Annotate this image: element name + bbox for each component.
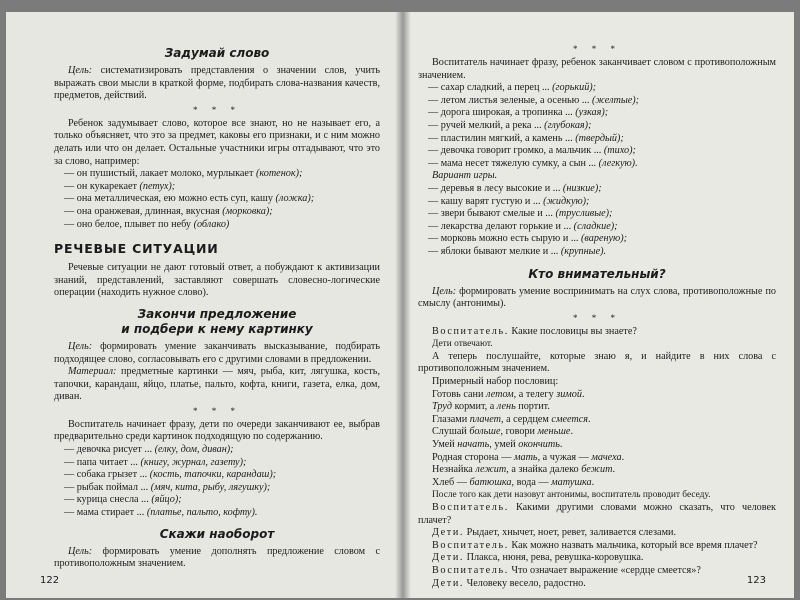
proverb: Глазами плачет, а сердцем смеется. bbox=[432, 413, 591, 425]
dialog-line: Воспитатель. Какие пословицы вы знаете? bbox=[432, 325, 637, 337]
paragraph-rules-1: Ребенок задумывает слово, которое все знают, но не называет его, а только объясняет, что это за предмет, каковы его признаки, и с ним можно делать или что он делает. Остальные участники игры отгадывают, что это за слово, например: bbox=[54, 117, 380, 167]
list-item: — мама несет тяжелую сумку, а сын ... (легкую). bbox=[428, 157, 638, 169]
list-item: — курица снесла ... (яйцо); bbox=[64, 494, 182, 506]
dialog-line: Дети. Рыдает, хнычет, ноет, ревет, заливается слезами. bbox=[432, 527, 677, 539]
dialog-note: Дети отвечают. bbox=[432, 339, 493, 350]
list-item: — мама стирает ... (платье, пальто, кофту). bbox=[64, 507, 258, 519]
heading-who-attentive: Кто внимательный? bbox=[528, 266, 666, 281]
stars-divider: * * * bbox=[193, 405, 241, 416]
list-item: — сахар сладкий, а перец ... (горький); bbox=[428, 82, 597, 94]
list-item: — кашу варят густую и ... (жидкую); bbox=[428, 195, 590, 207]
paragraph-goal-2: Цель: формировать умение заканчивать высказывание, подбирать подходящее слово, согласовывать его с другими словами в предложении. bbox=[54, 340, 380, 365]
stars-divider: * * * bbox=[193, 104, 241, 115]
list-item: — лекарства делают горькие и ... (сладкие); bbox=[428, 220, 618, 232]
proverb: Родная сторона — мать, а чужая — мачеха. bbox=[432, 451, 625, 463]
list-item: — яблоки бывают мелкие и ... (крупные). bbox=[428, 245, 607, 257]
list-item: — ручей мелкий, а река ... (глубокая); bbox=[428, 119, 592, 131]
paragraph-instruction: Воспитатель начинает фразу, дети по очереди заканчивают ее, выбрав предварительно среди картинок подходящую по содержанию. bbox=[54, 418, 380, 443]
list-item: — девочка рисует ... (елку, дом, диван); bbox=[64, 444, 234, 456]
list-item: — оно белое, плывет по небу (облако) bbox=[64, 218, 230, 230]
paragraph-goal-1: Цель: систематизировать представления о значении слов, учить выражать свои мысли в краткой форме, подбирать слова-названия качеств, предметов, действий. bbox=[54, 65, 380, 102]
game-variant-label: Вариант игры. bbox=[432, 170, 498, 182]
list-item: — рыбак поймал ... (мяч, кита, рыбу, лягушку); bbox=[64, 481, 271, 493]
dialog-line: Дети. Плакса, нюня, рева, ревушка-коровушка. bbox=[432, 552, 644, 564]
proverb: Труд кормит, а лень портит. bbox=[432, 401, 550, 413]
dialog-line: Воспитатель. Какими другими словами можно сказать, что человек плачет? bbox=[418, 502, 776, 526]
left-page bbox=[6, 12, 402, 598]
proverbs-intro: Примерный набор пословиц: bbox=[432, 376, 559, 388]
proverbs-list bbox=[418, 389, 776, 490]
list-item: — девочка говорит громко, а мальчик ... (тихо); bbox=[428, 145, 636, 157]
list-item: — он пушистый, лакает молоко, мурлыкает (котенок); bbox=[64, 168, 303, 180]
dialog-line: Воспитатель. Что означает выражение «сердце смеется»? bbox=[432, 564, 701, 576]
opposites-list-2 bbox=[418, 183, 776, 259]
paragraph-goal: Цель: формировать умение воспринимать на слух слова, противоположные по смыслу (антонимы). bbox=[418, 285, 776, 310]
opposites-list-1 bbox=[418, 82, 776, 170]
proverb: Слушай больше, говори меньше. bbox=[432, 426, 573, 438]
list-item: — морковь можно есть сырую и ... (вареную); bbox=[428, 233, 628, 245]
paragraph-listen: А теперь послушайте, которые знаю я, и найдите в них слова с противоположным значением. bbox=[418, 350, 776, 375]
list-item: — собака грызет ... (кость, тапочки, карандаш); bbox=[64, 469, 277, 481]
paragraph-goal-3: Цель: формировать умение дополнять предложение словом с противоположным значением. bbox=[54, 545, 381, 570]
right-page bbox=[402, 12, 794, 598]
page-number: 123 bbox=[746, 575, 766, 586]
proverb: Умей начать, умей окончить. bbox=[432, 439, 563, 451]
stars-divider: * * * bbox=[573, 44, 621, 54]
list-item: — дорога широкая, а тропинка ... (узкая); bbox=[428, 107, 609, 119]
example-list-1 bbox=[54, 168, 380, 231]
paragraph-speech-situations: Речевые ситуации не дают готовый ответ, а побуждают к активизации знаний, представлений, заставляют совершать словесно-логические операции (находить нужное слово). bbox=[54, 262, 380, 299]
stars-divider: * * * bbox=[573, 312, 621, 323]
heading-zadumai-slovo: Задумай слово bbox=[164, 46, 270, 60]
heading-say-opposite: Скажи наоборот bbox=[159, 526, 275, 541]
dialog-line: Воспитатель. Как можно назвать мальчика, который все время плачет? bbox=[432, 539, 758, 551]
list-item: — папа читает ... (книгу, журнал, газету); bbox=[64, 456, 247, 468]
heading-finish-sentence: Закончи предложение bbox=[137, 306, 297, 321]
list-item: — она оранжевая, длинная, вкусная (морковка); bbox=[64, 205, 273, 217]
list-item: — он кукарекает (петух); bbox=[64, 180, 176, 192]
list-item: — деревья в лесу высокие и ... (низкие); bbox=[428, 182, 602, 194]
book-gutter bbox=[395, 12, 411, 598]
list-item: — звери бывают смелые и ... (трусливые); bbox=[428, 208, 613, 220]
page-number: 122 bbox=[40, 575, 60, 586]
paragraph-instruction: Воспитатель начинает фразу, ребенок заканчивает словом с противоположным значением. bbox=[418, 57, 776, 81]
example-list-2 bbox=[54, 444, 380, 520]
proverb: Незнайка лежит, а знайка далеко бежит. bbox=[432, 464, 616, 476]
list-item: — она металлическая, ею можно есть суп, кашу (ложка); bbox=[64, 193, 315, 205]
list-item: — пластилин мягкий, а камень ... (твердый); bbox=[428, 132, 624, 144]
paragraph-conversation: После того как дети назовут антонимы, воспитатель проводит беседу. bbox=[432, 490, 711, 501]
paragraph-material: Материал: предметные картинки — мяч, рыба, кит, лягушка, кость, тапочки, карандаш, яйцо, платье, пальто, кофта, книги, газета, елка, дом, диван. bbox=[54, 366, 381, 403]
proverb: Готовь сани летом, а телегу зимой. bbox=[432, 388, 585, 400]
section-heading-speech-situations: РЕЧЕВЫЕ СИТУАЦИИ bbox=[54, 241, 219, 257]
list-item: — летом листья зеленые, а осенью ... (желтые); bbox=[428, 94, 640, 106]
proverb: Хлеб — батюшка, вода — матушка. bbox=[432, 476, 595, 488]
heading-finish-sentence-2: и подбери к нему картинку bbox=[121, 321, 313, 336]
dialog-line: Дети. Человеку весело, радостно. bbox=[432, 577, 586, 589]
